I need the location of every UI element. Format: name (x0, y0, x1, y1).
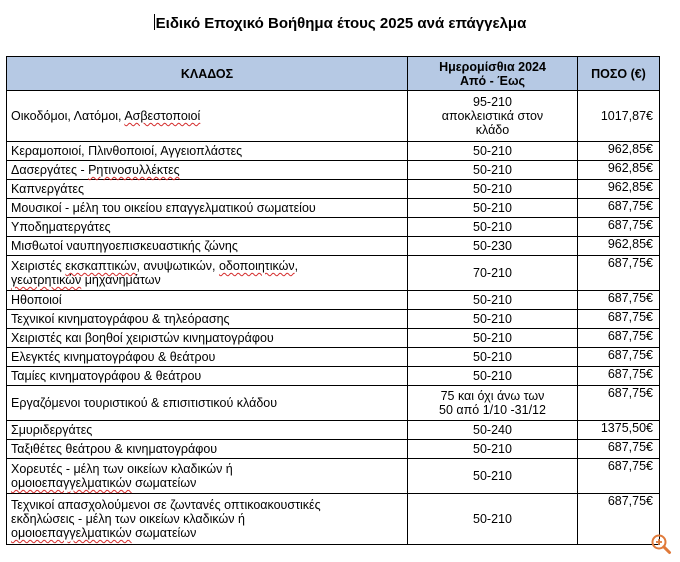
sector-cell: Δασεργάτες - Ρητινοσυλλέκτες (7, 161, 408, 180)
sector-line: εκδηλώσεις - μέλη των οικείων κλαδικών ή (11, 512, 245, 526)
sector-cell: Ταξιθέτες θεάτρου & κινηματογράφου (7, 440, 408, 459)
table-row (7, 329, 660, 348)
spellcheck-word: ομοιοεπαγγελματικών (11, 526, 132, 540)
wages-cell: 50-240 (408, 421, 578, 440)
table-row (7, 256, 660, 291)
amount-cell: 1375,50€ (578, 421, 660, 440)
amount-cell: 687,75€ (578, 367, 660, 386)
sector-cell: Ελεγκτές κινηματογράφου & θεάτρου (7, 348, 408, 367)
sector-line: Χορευτές - μέλη των οικείων κλαδικών ή (11, 462, 233, 476)
spellcheck-word: οδοποιητικών (218, 259, 295, 273)
sector-cell (7, 459, 408, 494)
amount-cell: 687,75€ (578, 218, 660, 237)
table-row (7, 310, 660, 329)
header-wages-line1: Ημερομίσθια 2024 (439, 59, 546, 74)
wages-cell: 50-210 (408, 440, 578, 459)
title-text: Ειδικό Εποχικό Βοήθημα έτους 2025 ανά επάγγελμα (155, 15, 527, 32)
table-row (7, 421, 660, 440)
sector-cell: Ταμίες κινηματογράφου & θεάτρου (7, 367, 408, 386)
amount-cell: 687,75€ (578, 440, 660, 459)
table-row (7, 367, 660, 386)
wages-cell: 70-210 (408, 256, 578, 291)
wages-cell: 50-210 (408, 142, 578, 161)
amount-cell: 962,85€ (578, 180, 660, 199)
table-row (7, 142, 660, 161)
wages-cell: 50-210 (408, 291, 578, 310)
wages-cell: 50-210 (408, 199, 578, 218)
sector-line: γεωτρητικών μηχανημάτων (11, 273, 161, 287)
sector-cell: Κεραμοποιοί, Πλινθοποιοί, Αγγειοπλάστες (7, 142, 408, 161)
wages-cell: 50-210 (408, 494, 578, 545)
table-row (7, 237, 660, 256)
page-title (0, 14, 680, 32)
spellcheck-word: γεωτρητικών (11, 273, 82, 287)
sector-cell: Χειριστές και βοηθοί χειριστών κινηματογράφου (7, 329, 408, 348)
amount-cell: 687,75€ (578, 256, 660, 291)
table-row (7, 494, 660, 545)
wages-cell: 50-210 (408, 329, 578, 348)
wages-cell: 50-210 (408, 459, 578, 494)
sector-cell (7, 494, 408, 545)
table-row (7, 199, 660, 218)
sector-cell (7, 256, 408, 291)
wages-cell: 95-210 αποκλειστικά στον κλάδο (408, 91, 578, 142)
amount-cell: 687,75€ (578, 494, 660, 545)
spellcheck-word: Ρητινοσυλλέκτες (88, 163, 180, 177)
spellcheck-word: ομοιοεπαγγελματικών (11, 476, 132, 490)
amount-cell: 687,75€ (578, 386, 660, 421)
amount-cell: 687,75€ (578, 291, 660, 310)
sector-cell: Υποδηματεργάτες (7, 218, 408, 237)
text-cursor (154, 14, 155, 30)
amount-cell: 962,85€ (578, 161, 660, 180)
header-sector: ΚΛΑΔΟΣ (7, 57, 408, 91)
sector-cell: Οικοδόμοι, Λατόμοι, Ασβεστοποιοί (7, 91, 408, 142)
table-row (7, 218, 660, 237)
table-row (7, 440, 660, 459)
wages-cell: 75 και όχι άνω των 50 από 1/10 -31/12 (408, 386, 578, 421)
amount-cell: 1017,87€ (578, 91, 660, 142)
table-row (7, 291, 660, 310)
table-header-row (7, 57, 660, 91)
sector-line: Τεχνικοί απασχολούμενοι σε ζωντανές οπτικοακουστικές (11, 498, 321, 512)
sector-cell: Καπνεργάτες (7, 180, 408, 199)
amount-cell: 962,85€ (578, 237, 660, 256)
spellcheck-word: Ασβεστοποιοί (124, 109, 201, 123)
amount-cell: 687,75€ (578, 348, 660, 367)
sector-cell: Σμυριδεργάτες (7, 421, 408, 440)
wages-cell: 50-210 (408, 218, 578, 237)
sector-cell: Τεχνικοί κινηματογράφου & τηλεόρασης (7, 310, 408, 329)
sector-cell: Ηθοποιοί (7, 291, 408, 310)
header-amount: ΠΟΣΟ (€) (578, 57, 660, 91)
amount-cell: 687,75€ (578, 310, 660, 329)
benefit-table (6, 56, 660, 545)
table-row (7, 386, 660, 421)
wages-cell: 50-210 (408, 180, 578, 199)
amount-cell: 962,85€ (578, 142, 660, 161)
table-row (7, 459, 660, 494)
zoom-in-icon[interactable] (650, 533, 672, 555)
table-row (7, 91, 660, 142)
sector-cell: Μουσικοί - μέλη του οικείου επαγγελματικού σωματείου (7, 199, 408, 218)
amount-cell: 687,75€ (578, 459, 660, 494)
wages-cell: 50-210 (408, 310, 578, 329)
sector-cell: Εργαζόμενοι τουριστικού & επισιτιστικού κλάδου (7, 386, 408, 421)
wages-cell: 50-210 (408, 367, 578, 386)
sector-cell: Μισθωτοί ναυπηγοεπισκευαστικής ζώνης (7, 237, 408, 256)
table-row (7, 180, 660, 199)
sector-line: ομοιοεπαγγελματικών σωματείων (11, 526, 197, 540)
header-wages (408, 57, 578, 91)
amount-cell: 687,75€ (578, 329, 660, 348)
amount-cell: 687,75€ (578, 199, 660, 218)
header-wages-line2: Από - Έως (459, 73, 526, 88)
spellcheck-word: εκσκαπτικών (65, 259, 137, 273)
wages-cell: 50-210 (408, 348, 578, 367)
sector-line: ομοιοεπαγγελματικών σωματείων (11, 476, 197, 490)
sector-line: Χειριστές εκσκαπτικών, ανυψωτικών, οδοποιητικών, (11, 259, 299, 273)
wages-cell: 50-230 (408, 237, 578, 256)
table-row (7, 348, 660, 367)
table-row (7, 161, 660, 180)
wages-cell: 50-210 (408, 161, 578, 180)
